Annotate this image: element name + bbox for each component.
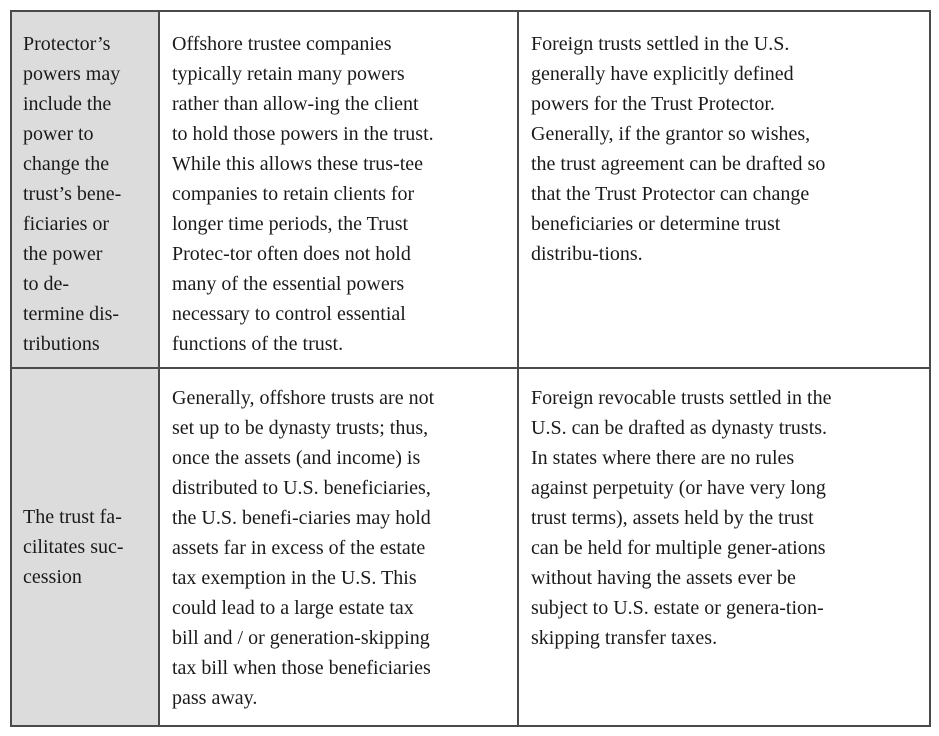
us-cell bbox=[518, 11, 930, 368]
offshore-cell bbox=[159, 11, 518, 368]
table-row bbox=[11, 11, 930, 368]
offshore-text: Generally, offshore trusts are not set up to be dynasty trusts; thus, once the assets (and income) is distributed to U.S. beneficiaries, the U.S. benefi-ciaries may hold assets far in excess of the estate tax exemption in the U.S. This could lead to a large estate tax bill and / or generation-skipping tax bill when those beneficiaries pass away. bbox=[172, 387, 435, 709]
comparison-table bbox=[10, 10, 931, 727]
table-row bbox=[11, 368, 930, 726]
feature-text: The trust fa- cilitates suc- cession bbox=[23, 506, 124, 588]
us-text: Foreign revocable trusts settled in the U.S. can be drafted as dynasty trusts. In states where there are no rules against perpetuity (or have very long trust terms), assets held by the trust can be held for multiple gener-ations without having the assets ever be subject to U.S. estate or genera-tion- skipping transfer taxes. bbox=[531, 387, 832, 649]
feature-cell bbox=[11, 368, 159, 726]
feature-text: Protector’s powers may include the power to change the trust’s bene- ficiaries or the power to de- termine dis- tributions bbox=[23, 33, 122, 355]
feature-cell bbox=[11, 11, 159, 368]
us-cell bbox=[518, 368, 930, 726]
us-text: Foreign trusts settled in the U.S. generally have explicitly defined powers for the Trust Protector. Generally, if the grantor so wishes, the trust agreement can be drafted so that the Trust Protector can change beneficiaries or determine trust distribu-tions. bbox=[531, 33, 826, 265]
offshore-text: Offshore trustee companies typically retain many powers rather than allow-ing the client to hold those powers in the trust. While this allows these trus-tee companies to retain clients for longer time periods, the Trust Protec-tor often does not hold many of the essential powers necessary to control essential functions of the trust. bbox=[172, 33, 434, 355]
offshore-cell bbox=[159, 368, 518, 726]
